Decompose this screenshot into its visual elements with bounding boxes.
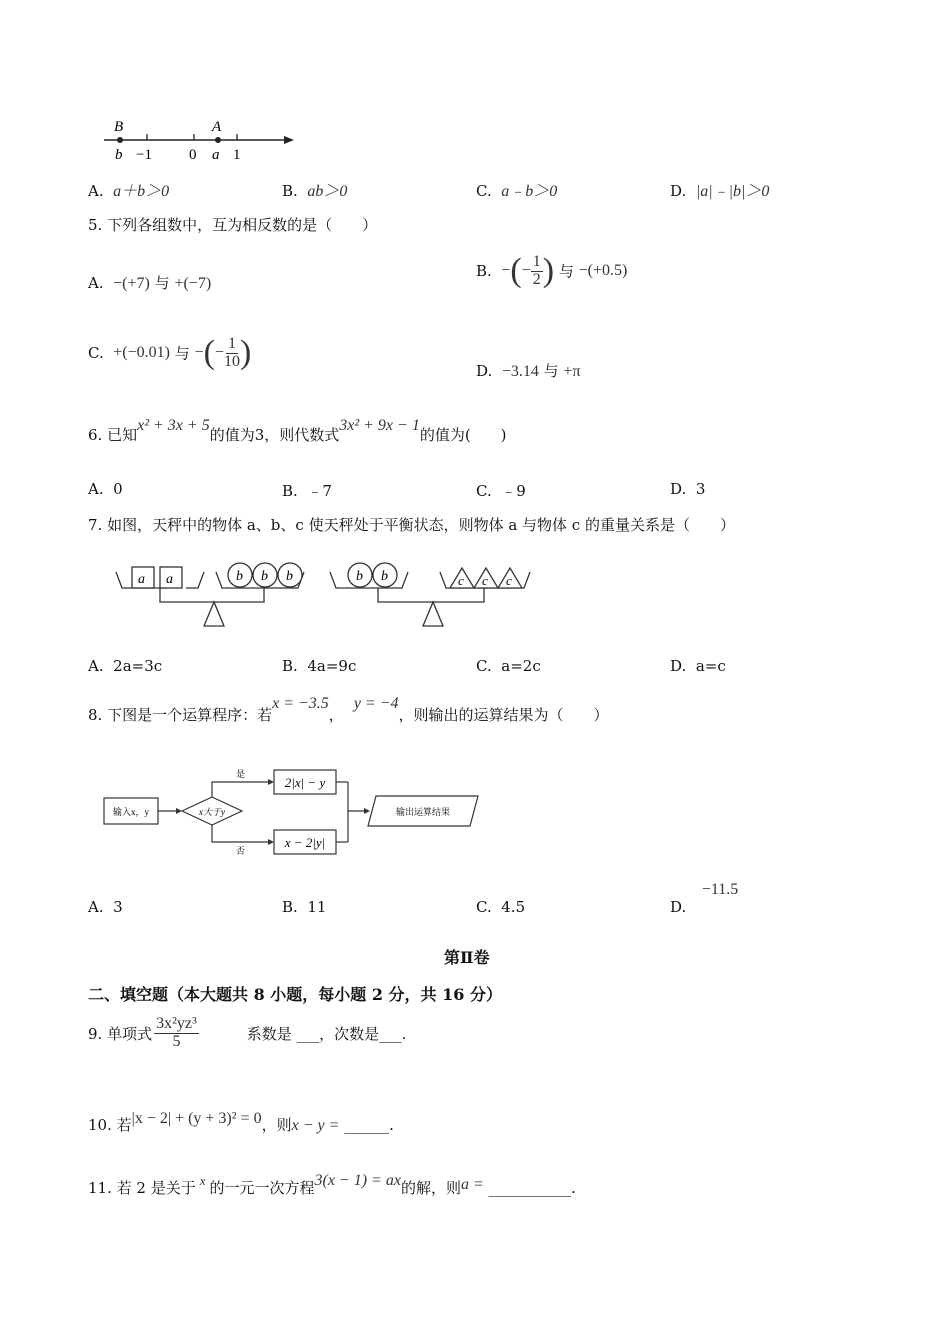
section-heading: 二、填空题（本大题共 8 小题，每小题 2 分，共 16 分） <box>88 985 502 1004</box>
tick-label-a: a <box>212 147 220 163</box>
q5-option-a: A. −(+7) 与 +(−7) <box>88 274 212 292</box>
volume-title: 第Ⅱ卷 <box>444 948 490 967</box>
q7-option-a: A. 2a=3c <box>88 657 163 675</box>
point-b <box>117 137 123 143</box>
q10: 10. 若|x − 2| + (y + 3)² = 0，则x − y = ______. <box>88 1110 394 1134</box>
number-line-arrow <box>284 136 294 144</box>
q5-option-b: B. −(− $\frac{1}{2}$ ) 与 −(+0.5) <box>476 252 628 289</box>
fulcrum <box>204 602 224 626</box>
flowchart-figure <box>100 764 490 860</box>
weight-c-label: c <box>458 573 464 588</box>
tick-label-zero: 0 <box>189 147 197 163</box>
q6-stem: 6. 已知x² + 3x + 5的值为3，则代数式3x² + 9x − 1的值为( ) <box>88 417 507 444</box>
q7-option-d: D. a=c <box>670 657 726 675</box>
flow-condition-label: x大于y <box>199 807 225 817</box>
flow-no-expr: x − 2|y| <box>284 835 326 850</box>
weight-a-label: a <box>138 572 145 587</box>
flow-input-label: 输入x，y <box>112 807 150 817</box>
point-a <box>215 137 221 143</box>
balance-scales-figure <box>108 556 538 634</box>
weight-a-label: a <box>166 572 173 587</box>
flow-yes-expr: 2|x| − y <box>284 775 326 790</box>
flow-yes-label: 是 <box>236 769 246 779</box>
q8-option-b: B. 11 <box>282 898 327 916</box>
weight-b-label: b <box>356 569 363 584</box>
paren-open: ( <box>510 252 522 289</box>
balance-scale-1 <box>116 563 304 626</box>
weight-b-label: b <box>286 569 293 584</box>
q8-option-a: A. 3 <box>88 898 123 916</box>
tick-label-one: 1 <box>233 147 241 163</box>
flow-output-label: 输出运算结果 <box>395 807 451 817</box>
minus-sign: − <box>521 262 531 279</box>
q8-option-d: D. −11.5 <box>670 881 739 916</box>
q11: 11. 若 2 是关于 x 的一元一次方程3(x − 1) = ax的解，则a = ___________. <box>88 1172 576 1197</box>
weight-c-label: c <box>482 573 488 588</box>
q5-option-d: D. −3.14 与 +π <box>476 362 581 380</box>
fraction-one-half: $\frac{1}{2}$ <box>532 252 541 288</box>
q6-option-b: B. ﹣7 <box>282 482 332 500</box>
balance-scale-2 <box>330 563 530 626</box>
paren-open: ( <box>203 334 215 371</box>
label-A: A <box>212 119 222 135</box>
minus-sign: − <box>214 344 224 361</box>
q6-option-a: A. 0 <box>88 480 123 498</box>
weight-c-label: c <box>506 573 512 588</box>
q7-stem: 7. 如图，天秤中的物体 a、b、c 使天秤处于平衡状态，则物体 a 与物体 c 的重量关系是（ ） <box>88 516 735 534</box>
q9-fraction: $\frac{\text{3x²yz³}}{5}$ <box>156 1015 197 1050</box>
tick-label-b: b <box>115 147 123 163</box>
q7-option-c: C. a=2c <box>476 657 541 675</box>
q7-option-b: B. 4a=9c <box>282 657 357 675</box>
q5-stem: 5. 下列各组数中，互为相反数的是（ ） <box>88 216 378 234</box>
paren-close: ) <box>542 252 555 289</box>
weight-b-label: b <box>261 569 268 584</box>
q6-option-d: D. 3 <box>670 480 706 498</box>
q8-option-c: C. 4.5 <box>476 898 526 916</box>
flow-no-label: 否 <box>236 846 246 856</box>
weight-b-label: b <box>236 569 243 584</box>
q4-option-a: A. a＋b＞0 <box>88 182 170 200</box>
q4-option-c: C. a﹣b＞0 <box>476 182 558 200</box>
fulcrum <box>423 602 443 626</box>
label-B: B <box>114 119 124 135</box>
weight-b-label: b <box>381 569 388 584</box>
tick-label-minus-one: −1 <box>136 147 152 163</box>
q4-option-b: B. ab＞0 <box>282 182 348 200</box>
q4-option-d: D. |a|﹣|b|＞0 <box>670 182 770 200</box>
q9: 9. 单项式 $\frac{\text{3x²yz³}}{5}$ 系数是 ___，次数是___. <box>88 1015 407 1050</box>
fraction-one-tenth: $\frac{1}{10}$ <box>223 334 240 370</box>
paren-close: ) <box>239 334 252 371</box>
q8-stem: 8. 下图是一个运算程序：若x = −3.5，y = −4，则输出的运算结果为（ ） <box>88 695 609 724</box>
number-line-figure <box>98 112 308 172</box>
q6-option-c: C. ﹣9 <box>476 482 526 500</box>
q5-option-c: C. +(−0.01) 与 −(− $\frac{1}{10}$ ) <box>88 334 252 371</box>
